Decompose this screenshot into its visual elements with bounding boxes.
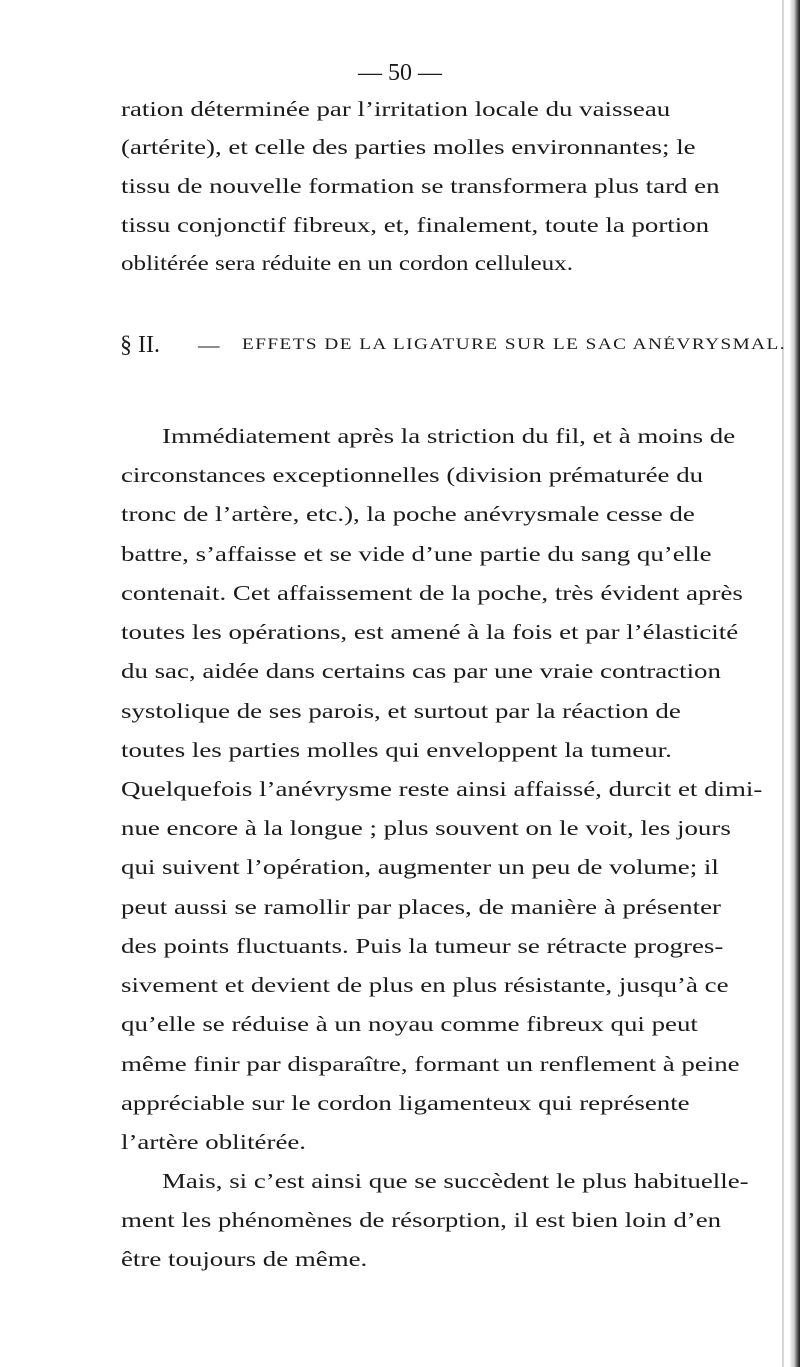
paragraph-2-line-8 bbox=[0, 693, 800, 729]
paragraph-1-line-2-text: (artérite), et celle des parties molles environnantes; le bbox=[121, 135, 696, 159]
paragraph-2-line-5 bbox=[0, 575, 800, 611]
paragraph-2-line-10 bbox=[0, 771, 800, 807]
paragraph-2-line-12 bbox=[0, 849, 800, 885]
paragraph-2-line-2-text: circonstances exceptionnelles (division prématurée du bbox=[121, 463, 704, 487]
paragraph-2-line-14 bbox=[0, 928, 800, 964]
paragraph-2-line-13-text: peut aussi se ramollir par places, de manière à présenter bbox=[121, 895, 721, 919]
paragraph-3-line-1 bbox=[0, 1163, 800, 1199]
paragraph-3-line-3 bbox=[0, 1241, 800, 1277]
paragraph-2-line-2 bbox=[0, 457, 800, 493]
section-number: § II. bbox=[120, 332, 160, 358]
paragraph-1-line-3-text: tissu de nouvelle formation se transformera plus tard en bbox=[121, 174, 720, 198]
section-heading-dash: — bbox=[198, 333, 220, 357]
paragraph-2-line-9 bbox=[0, 732, 800, 768]
paragraph-2-line-8-text: systolique de ses parois, et surtout par la réaction de bbox=[121, 699, 681, 723]
paragraph-1-line-4 bbox=[0, 207, 800, 243]
section-heading bbox=[0, 327, 800, 363]
paragraph-2-line-15-text: sivement et devient de plus en plus résistante, jusqu’à ce bbox=[121, 973, 729, 997]
paragraph-3-line-2 bbox=[0, 1202, 800, 1238]
paragraph-2-line-6 bbox=[0, 614, 800, 650]
paragraph-2-line-16-text: qu’elle se réduise à un noyau comme fibreux qui peut bbox=[121, 1012, 698, 1036]
paragraph-2-line-3 bbox=[0, 496, 800, 532]
paragraph-1-line-1-text: ration déterminée par l’irritation locale du vaisseau bbox=[121, 97, 671, 121]
paragraph-2-line-4 bbox=[0, 536, 800, 572]
paragraph-2-line-12-text: qui suivent l’opération, augmenter un peu de volume; il bbox=[121, 855, 719, 879]
paragraph-2-line-18 bbox=[0, 1085, 800, 1121]
paragraph-2-line-7 bbox=[0, 653, 800, 689]
paragraph-2-line-16 bbox=[0, 1006, 800, 1042]
section-heading-title: EFFETS DE LA LIGATURE SUR LE SAC ANÉVRYSMAL. bbox=[242, 336, 786, 353]
paragraph-2-line-6-text: toutes les opérations, est amené à la fois et par l’élasticité bbox=[121, 620, 739, 644]
paragraph-2-line-19-text: l’artère oblitérée. bbox=[121, 1130, 307, 1154]
paragraph-2-line-13 bbox=[0, 889, 800, 925]
paragraph-2-line-10-text: Quelquefois l’anévrysme reste ainsi affaissé, durcit et dimi- bbox=[121, 777, 763, 801]
paragraph-2-line-15 bbox=[0, 967, 800, 1003]
paragraph-1-line-2 bbox=[0, 129, 800, 165]
paragraph-1-line-5 bbox=[0, 245, 800, 281]
paragraph-3-line-1-text: Mais, si c’est ainsi que se succèdent le plus habituelle- bbox=[162, 1169, 749, 1193]
paragraph-2-line-9-text: toutes les parties molles qui enveloppent la tumeur. bbox=[121, 738, 672, 762]
paragraph-2-line-1-text: Immédiatement après la striction du fil, et à moins de bbox=[162, 424, 736, 448]
paragraph-2-line-1 bbox=[0, 418, 800, 454]
paragraph-2-line-17 bbox=[0, 1046, 800, 1082]
paragraph-1-line-1 bbox=[0, 91, 800, 127]
paragraph-1-line-4-text: tissu conjonctif fibreux, et, finalement, toute la portion bbox=[121, 213, 710, 237]
paragraph-2-line-11-text: nue encore à la longue ; plus souvent on le voit, les jours bbox=[121, 816, 731, 840]
paragraph-2-line-19 bbox=[0, 1124, 800, 1160]
paragraph-2-line-7-text: du sac, aidée dans certains cas par une vraie contraction bbox=[121, 659, 721, 683]
paragraph-1-line-3 bbox=[0, 168, 800, 204]
paragraph-2-line-18-text: appréciable sur le cordon ligamenteux qui représente bbox=[121, 1091, 690, 1115]
paragraph-2-line-3-text: tronc de l’artère, etc.), la poche anévrysmale cesse de bbox=[121, 502, 695, 526]
paragraph-2-line-17-text: même finir par disparaître, formant un renflement à peine bbox=[121, 1052, 740, 1076]
paragraph-2-line-4-text: battre, s’affaisse et se vide d’une partie du sang qu’elle bbox=[121, 542, 712, 566]
page-number: — 50 — bbox=[358, 60, 442, 86]
paragraph-1-line-5-text: oblitérée sera réduite en un cordon celluleux. bbox=[121, 251, 573, 275]
paragraph-2-line-5-text: contenait. Cet affaissement de la poche, très évident après bbox=[121, 581, 743, 605]
paragraph-3-line-3-text: être toujours de même. bbox=[121, 1247, 368, 1271]
paragraph-2-line-14-text: des points fluctuants. Puis la tumeur se rétracte progres- bbox=[121, 934, 724, 958]
paragraph-3-line-2-text: ment les phénomènes de résorption, il est bien loin d’en bbox=[121, 1208, 722, 1232]
paragraph-2-line-11 bbox=[0, 810, 800, 846]
